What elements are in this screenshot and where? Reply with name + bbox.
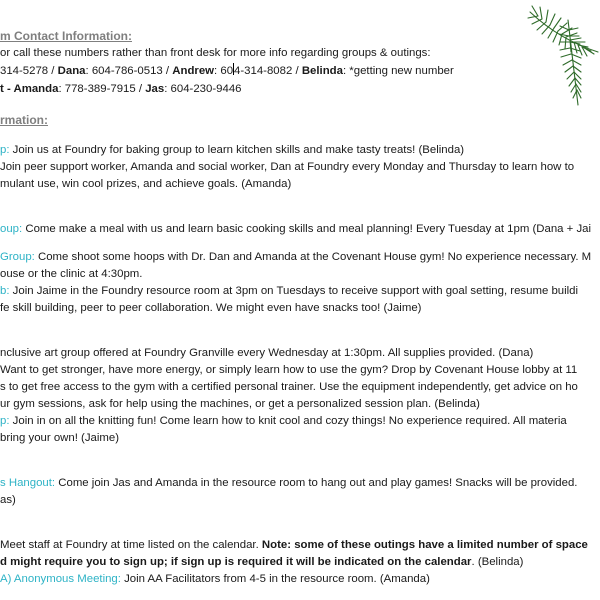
gym-line-2: s to get free access to the gym with a certified personal trainer. Use the equipment independently, get advice on ho — [0, 381, 578, 393]
contact-line-2 — [0, 81, 241, 97]
gym-line-1: Want to get stronger, have more energy, or simply learn how to use the gym? Drop by Covenant House lobby at 11 — [0, 364, 578, 376]
outing-note-2: d might require you to sign up; if sign up is required it will be indicated on the calendar — [0, 556, 472, 568]
dana-number: : 604-786-0513 / — [85, 65, 173, 77]
outing-line-1 — [0, 537, 588, 553]
aa-key: A) Anonymous Meeting: — [0, 573, 121, 585]
baking-key: p: — [0, 144, 10, 156]
cooking-key: oup: — [0, 223, 23, 235]
resume-line-1 — [0, 283, 578, 299]
jas-number: : 604-230-9446 — [164, 83, 242, 95]
t-amanda-number: : 778-389-7915 / — [58, 83, 146, 95]
t-amanda-label: t - Amanda — [0, 83, 59, 95]
jas-label: Jas — [145, 83, 165, 95]
number-text: 314-5278 / — [0, 65, 58, 77]
resume-text: Join Jaime in the Foundry resource room at 3pm on Tuesdays to receive support with goal setting, resume buildi — [9, 285, 579, 297]
hoops-line-2: ouse or the clinic at 4:30pm. — [0, 268, 143, 280]
peer-line-1: Join peer support worker, Amanda and social worker, Dan at Foundry every Monday and Thursday to learn how to — [0, 161, 575, 173]
hoops-text: Come shoot some hoops with Dr. Dan and Amanda at the Covenant House gym! No experience necessary. M — [34, 251, 592, 263]
pine-branch-icon — [520, 0, 600, 110]
info-heading: rmation: — [0, 113, 48, 127]
hangout-line-2: as) — [0, 494, 16, 506]
art-line: nclusive art group offered at Foundry Granville every Wednesday at 1:30pm. All supplies provided. (Dana) — [0, 347, 534, 359]
belinda-label: Belinda — [301, 65, 343, 77]
contact-intro: or call these numbers rather than front desk for more info regarding groups & outings: — [0, 47, 431, 59]
contact-heading: m Contact Information: — [0, 29, 132, 43]
hangout-text: Come join Jas and Amanda in the resource room to hang out and play games! Snacks will be provided. — [55, 477, 578, 489]
baking-line — [0, 142, 464, 158]
hoops-line-1 — [0, 249, 591, 265]
aa-line — [0, 571, 430, 587]
hoops-key: Group: — [0, 251, 35, 263]
outing-owner: . (Belinda) — [471, 556, 524, 568]
andrew-number-a: : 60 — [214, 65, 234, 77]
outing-note: Note: some of these outings have a limited number of space — [261, 539, 588, 551]
aa-text: Join AA Facilitators from 4-5 in the resource room. (Amanda) — [120, 573, 430, 585]
gym-line-3: ur gym sessions, ask for help using the machines, or get a personalized session plan. (Belinda) — [0, 398, 480, 410]
knit-line-1 — [0, 413, 567, 429]
cooking-line — [0, 221, 591, 237]
baking-text: Join us at Foundry for baking group to learn kitchen skills and make tasty treats! (Belinda) — [9, 144, 465, 156]
knit-key: p: — [0, 415, 10, 427]
andrew-label: Andrew — [172, 65, 215, 77]
hangout-line — [0, 475, 577, 491]
contact-line-1 — [0, 63, 454, 79]
dana-label: Dana — [57, 65, 86, 77]
knit-text: Join in on all the knitting fun! Come learn how to knit cool and cozy things! No experience required. All materia — [9, 415, 567, 427]
belinda-text: : *getting new number — [342, 65, 454, 77]
hangout-key: s Hangout: — [0, 477, 56, 489]
andrew-number-b: 4-314-8082 / — [234, 65, 302, 77]
peer-line-2: mulant use, win cool prizes, and achieve goals. (Amanda) — [0, 178, 292, 190]
knit-line-2: bring your own! (Jaime) — [0, 432, 120, 444]
resume-key: b: — [0, 285, 10, 297]
outing-line-2 — [0, 554, 523, 570]
resume-line-2: fe skill building, peer to peer collaboration. We might even have snacks too! (Jaime) — [0, 302, 422, 314]
cooking-text: Come make a meal with us and learn basic cooking skills and meal planning! Every Tuesday at 1pm (Dana + Jai — [22, 223, 592, 235]
outing-text: Meet staff at Foundry at time listed on the calendar. — [0, 539, 262, 551]
